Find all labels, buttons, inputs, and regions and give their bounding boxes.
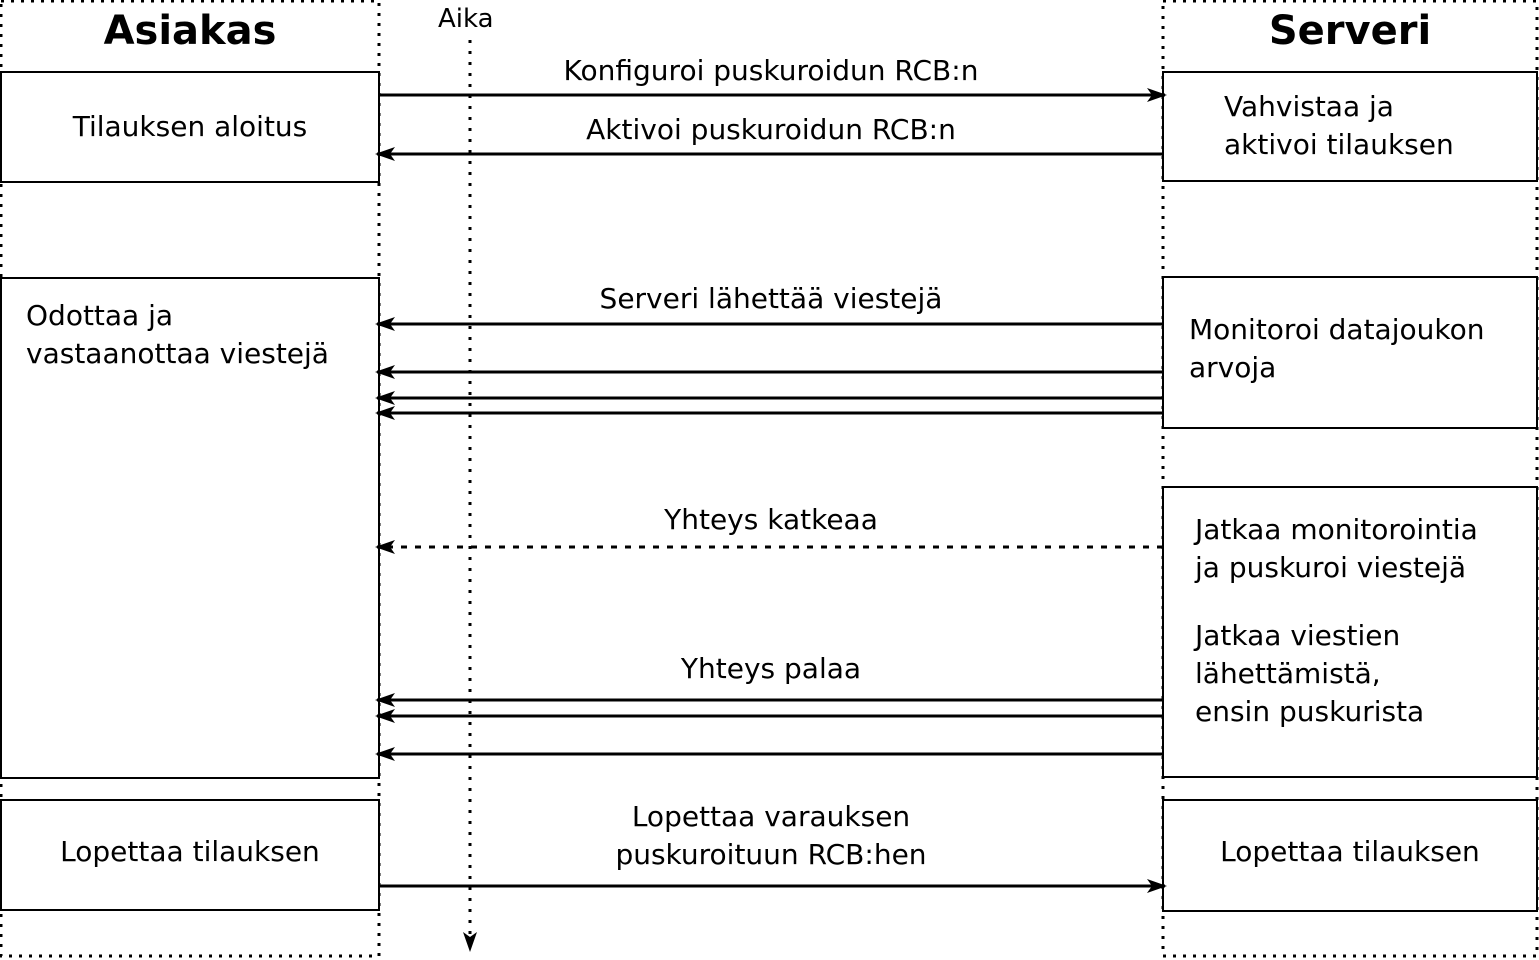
message-server-sends-label: Serveri lähettää viestejä [599,282,943,315]
message-end-reservation-line2: puskuroituun RCB:hen [615,838,927,871]
server-confirm-line2: aktivoi tilauksen [1224,128,1454,161]
client-wait-line2: vastaanottaa viestejä [26,337,329,370]
time-axis-label: Aika [438,4,494,34]
message-connection-back-label: Yhteys palaa [680,652,862,685]
message-connection-lost-label: Yhteys katkeaa [664,503,878,536]
server-confirm-line1: Vahvistaa ja [1224,90,1394,123]
server-resume-line1: Jatkaa viestien [1195,619,1401,652]
client-wait-line1: Odottaa ja [26,299,174,332]
server-monitor-line1: Monitoroi datajoukon [1189,313,1485,346]
client-start-text: Tilauksen aloitus [72,110,308,143]
server-resume-line3: ensin puskurista [1195,695,1425,728]
server-title: Serveri [1268,8,1432,54]
server-resume-line2: lähettämistä, [1195,657,1381,690]
server-monitor-line2: arvoja [1189,351,1277,384]
message-end-reservation-line1: Lopettaa varauksen [631,800,911,833]
message-activate-label: Aktivoi puskuroidun RCB:n [586,113,956,146]
client-end-text: Lopettaa tilauksen [60,835,320,868]
server-continue-line2: ja puskuroi viestejä [1195,551,1467,584]
server-end-text: Lopettaa tilauksen [1220,835,1480,868]
message-configure-label: Konfiguroi puskuroidun RCB:n [563,54,979,87]
server-continue-line1: Jatkaa monitorointia [1195,513,1478,546]
client-title: Asiakas [103,8,277,54]
